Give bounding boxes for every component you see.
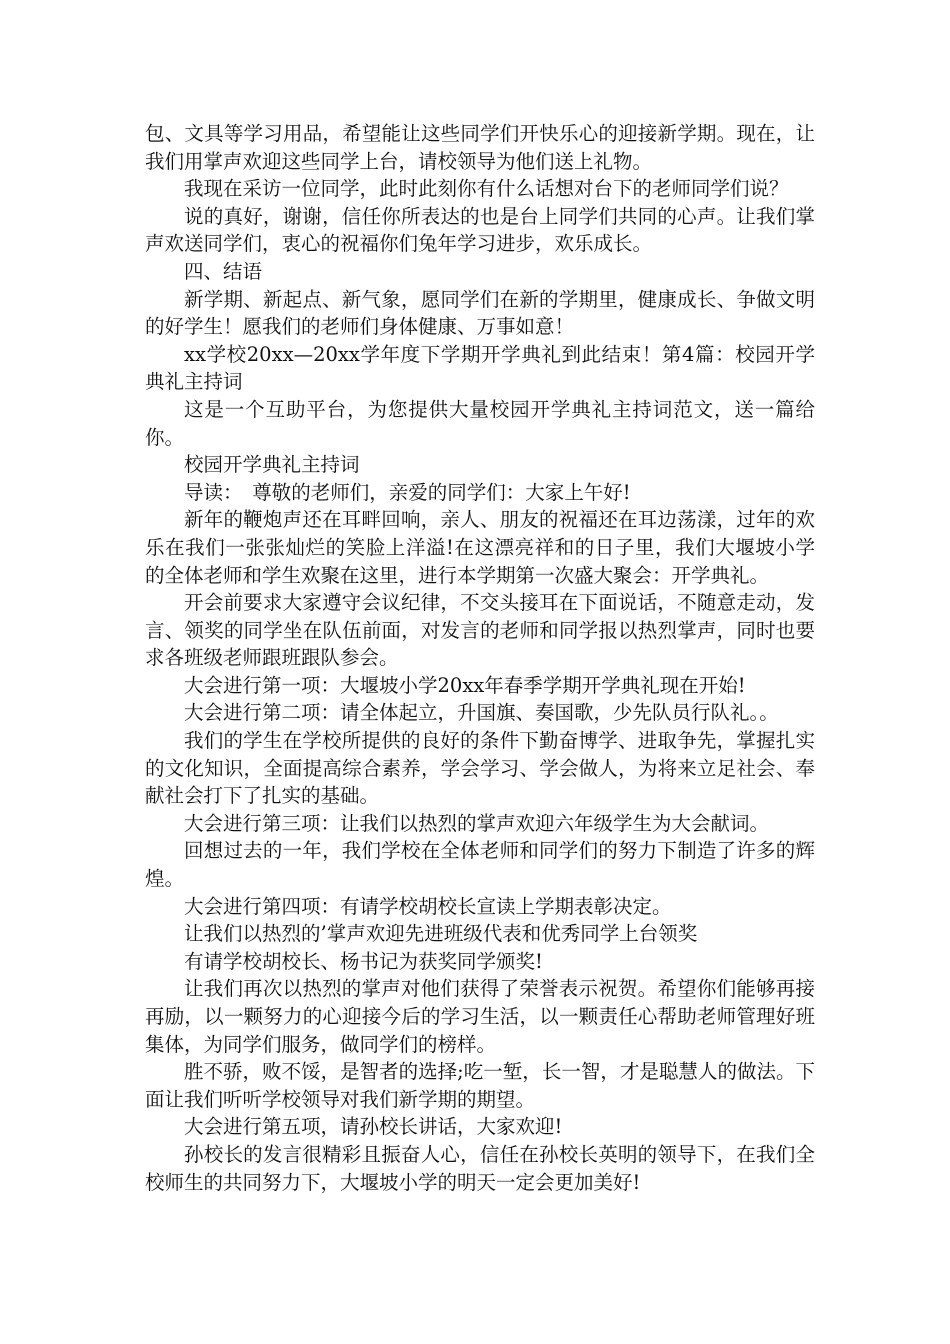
paragraph: 导读： 尊敬的老师们，亲爱的同学们：大家上午好! [184,480,631,504]
document-page [145,120,815,1196]
paragraph: 说的真好，谢谢，信任你所表达的也是台上同学们共同的心声。让我们掌声欢送同学们，衷心的祝福你们兔年学习进步，欢乐成长。 [145,204,815,256]
paragraph: xx学校20xx—20xx学年度下学期开学典礼到此结束！第4篇：校园开学典礼主持词 [145,342,815,394]
paragraph: 回想过去的一年，我们学校在全体老师和同学们的努力下制造了许多的辉煌。 [145,839,815,891]
paragraph: 胜不骄，败不馁，是智者的选择;吃一堑，长一智，才是聪慧人的做法。下面让我们听听学校领导对我们新学期的期望。 [145,1060,815,1111]
paragraph: 开会前要求大家遵守会议纪律，不交头接耳在下面说话，不随意走动，发言、领奖的同学坐在队伍前面，对发言的老师和同学报以热烈掌声，同时也要求各班级老师跟班跟队参会。 [145,591,815,670]
paragraph: 有请学校胡校长、杨书记为获奖同学颁奖! [184,949,543,973]
paragraph: 让我们以热烈的’掌声欢迎先进班级代表和优秀同学上台领奖 [184,922,698,946]
paragraph: 大会进行第一项：大堰坡小学20xx年春季学期开学典礼现在开始! [184,673,746,697]
paragraph: 大会进行第四项：有请学校胡校长宣读上学期表彰决定。 [184,894,672,918]
paragraph: 新年的鞭炮声还在耳畔回响，亲人、朋友的祝福还在耳边荡漾，过年的欢乐在我们一张张灿烂的笑脸上洋溢!在这漂亮祥和的日子里，我们大堰坡小学的全体老师和学生欢聚在这里，进行本学期第一次盛大聚会：开学典礼。 [145,508,815,587]
paragraph: 我们的学生在学校所提供的良好的条件下勤奋博学、进取争先，掌握扎实的文化知识，全面提高综合素养，学会学习、学会做人，为将来立足社会、奉献社会打下了扎实的基础。 [145,729,815,808]
section-heading: 校园开学典礼主持词 [184,453,360,477]
paragraph: 这是一个互助平台，为您提供大量校园开学典礼主持词范文，送一篇给你。 [145,397,815,449]
paragraph: 包、文具等学习用品，希望能让这些同学们开快乐心的迎接新学期。现在，让我们用掌声欢迎这些同学上台，请校领导为他们送上礼物。 [145,122,815,173]
paragraph: 让我们再次以热烈的掌声对他们获得了荣誉表示祝贺。希望你们能够再接再励，以一颗努力的心迎接今后的学习生活，以一颗责任心帮助老师管理好班集体，为同学们服务，做同学们的榜样。 [145,977,815,1056]
section-heading: 四、结语 [184,259,263,283]
paragraph: 大会进行第二项：请全体起立，升国旗、奏国歌，少先队员行队礼。。 [184,701,779,725]
paragraph: 大会进行第五项，请孙校长讲话，大家欢迎! [184,1115,563,1139]
paragraph: 新学期、新起点、新气象，愿同学们在新的学期里，健康成长、争做文明的好学生！愿我们的老师们身体健康、万事如意！ [145,287,815,339]
paragraph: 孙校长的发言很精彩且振奋人心，信任在孙校长英明的领导下，在我们全校师生的共同努力下，大堰坡小学的明天一定会更加美好! [145,1142,815,1194]
paragraph: 大会进行第三项：让我们以热烈的掌声欢迎六年级学生为大会献词。 [184,811,770,835]
paragraph: 我现在采访一位同学，此时此刻你有什么话想对台下的老师同学们说？ [184,177,789,201]
